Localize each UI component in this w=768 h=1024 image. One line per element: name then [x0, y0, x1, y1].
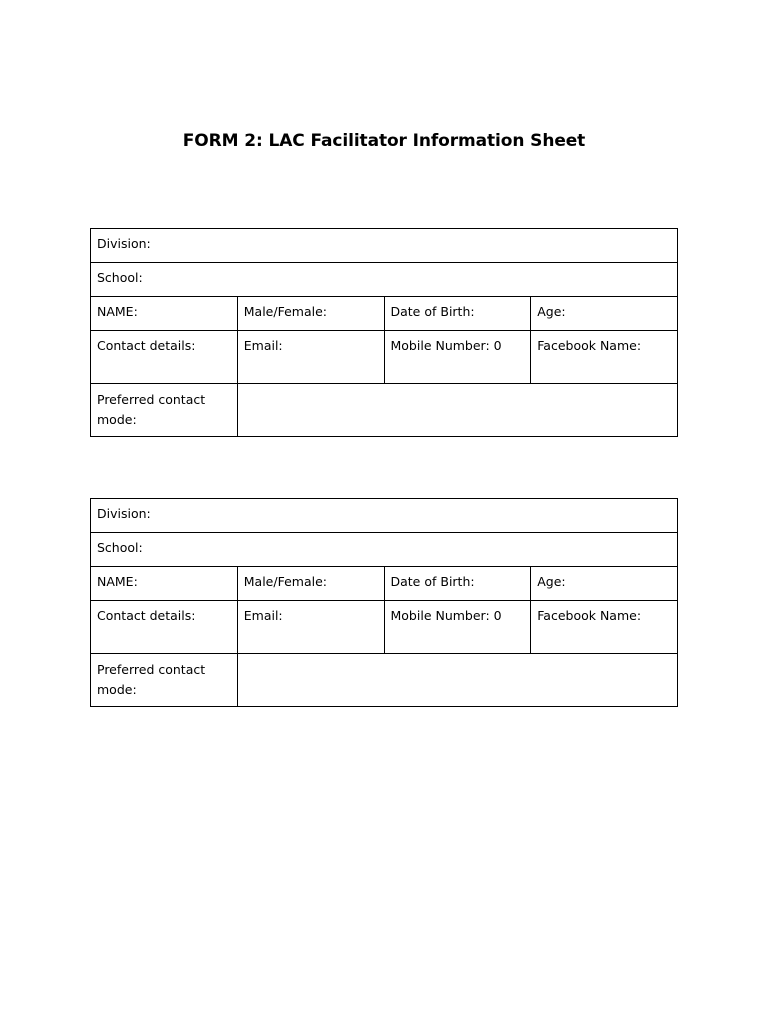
sex-field[interactable]: Male/Female: [237, 567, 384, 601]
name-field[interactable]: NAME: [91, 567, 238, 601]
facebook-name-field[interactable]: Facebook Name: [531, 601, 678, 654]
sex-field[interactable]: Male/Female: [237, 297, 384, 331]
facilitator-form-2 [90, 498, 678, 707]
page-title: FORM 2: LAC Facilitator Information Sheet [182, 131, 586, 151]
preferred-contact-row [91, 384, 678, 437]
mobile-number-field[interactable]: Mobile Number: 0 [384, 601, 531, 654]
school-row [91, 263, 678, 297]
school-field[interactable]: School: [91, 263, 678, 297]
division-field[interactable]: Division: [91, 499, 678, 533]
preferred-contact-label: Preferred contact mode: [91, 654, 238, 707]
facebook-name-field[interactable]: Facebook Name: [531, 331, 678, 384]
age-field[interactable]: Age: [531, 567, 678, 601]
date-of-birth-field[interactable]: Date of Birth: [384, 567, 531, 601]
division-field[interactable]: Division: [91, 229, 678, 263]
preferred-contact-label: Preferred contact mode: [91, 384, 238, 437]
school-row [91, 533, 678, 567]
contact-row [91, 331, 678, 384]
division-row [91, 499, 678, 533]
contact-details-label: Contact details: [91, 601, 238, 654]
school-field[interactable]: School: [91, 533, 678, 567]
personal-info-row [91, 567, 678, 601]
email-field[interactable]: Email: [237, 331, 384, 384]
personal-info-row [91, 297, 678, 331]
contact-row [91, 601, 678, 654]
preferred-contact-field[interactable] [237, 654, 677, 707]
date-of-birth-field[interactable]: Date of Birth: [384, 297, 531, 331]
name-field[interactable]: NAME: [91, 297, 238, 331]
email-field[interactable]: Email: [237, 601, 384, 654]
division-row [91, 229, 678, 263]
preferred-contact-row [91, 654, 678, 707]
contact-details-label: Contact details: [91, 331, 238, 384]
age-field[interactable]: Age: [531, 297, 678, 331]
mobile-number-field[interactable]: Mobile Number: 0 [384, 331, 531, 384]
preferred-contact-field[interactable] [237, 384, 677, 437]
facilitator-form-1 [90, 228, 678, 437]
